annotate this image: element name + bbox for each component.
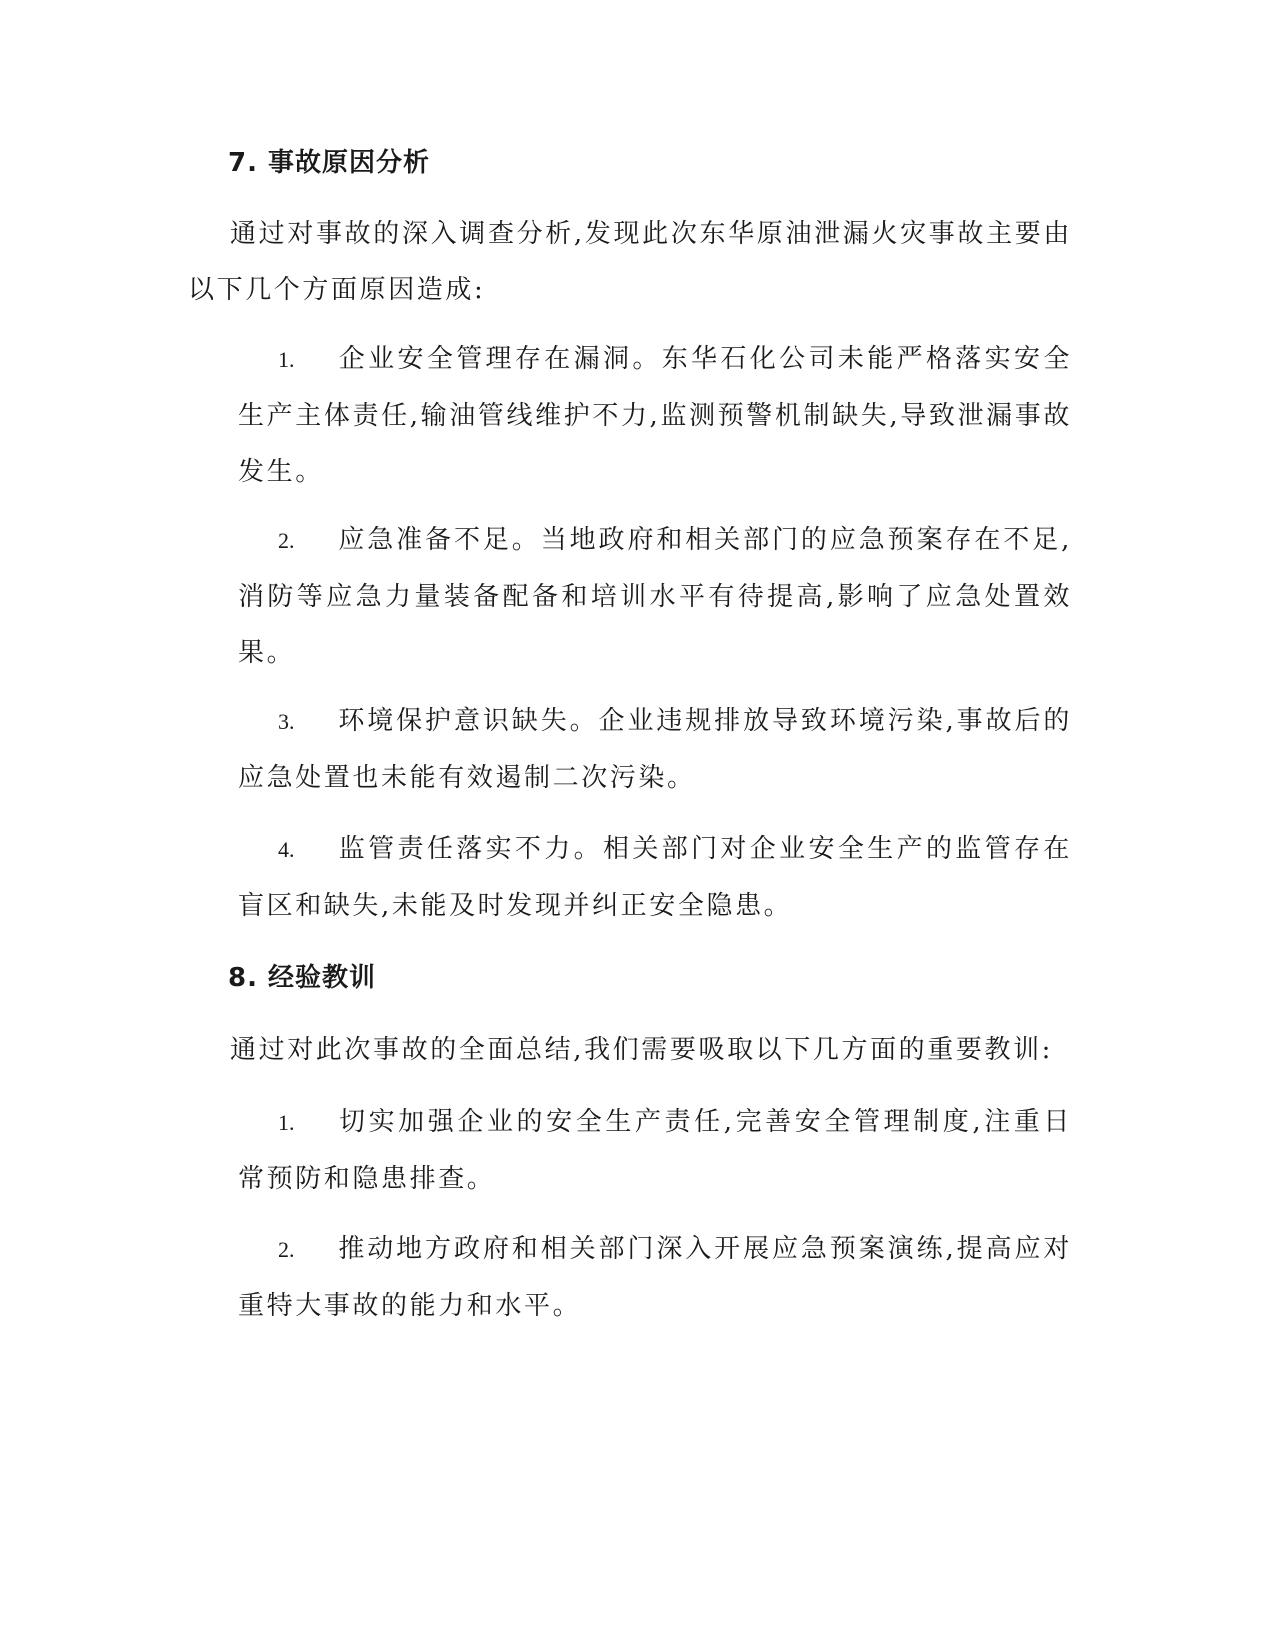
section-7-intro: 通过对事故的深入调查分析,发现此次东华原油泄漏火灾事故主要由以下几个方面原因造成: <box>188 219 1072 305</box>
section-8-item-2 <box>238 1221 1072 1334</box>
item-number: 2. <box>278 1237 295 1262</box>
item-number: 3. <box>278 709 295 734</box>
item-number: 4. <box>278 837 295 862</box>
section-7-item-1 <box>238 331 1072 500</box>
item-text: 推动地方政府和相关部门深入开展应急预案演练,提高应对重特大事故的能力和水平。 <box>238 1234 1072 1321</box>
section-8-intro: 通过对此次事故的全面总结,我们需要吸取以下几方面的重要教训: <box>230 1035 1054 1065</box>
item-number: 2. <box>278 528 295 553</box>
item-text: 切实加强企业的安全生产责任,完善安全管理制度,注重日常预防和隐患排查。 <box>238 1107 1072 1194</box>
item-number: 1. <box>278 347 295 372</box>
item-number: 1. <box>278 1110 295 1135</box>
section-8-item-1 <box>238 1094 1072 1207</box>
section-7-heading: 7. 事故原因分析 <box>228 148 431 178</box>
section-7-item-4 <box>238 821 1072 934</box>
item-text: 监管责任落实不力。相关部门对企业安全生产的监管存在盲区和缺失,未能及时发现并纠正安全隐患。 <box>238 834 1072 921</box>
item-text: 企业安全管理存在漏洞。东华石化公司未能严格落实安全生产主体责任,输油管线维护不力,监测预警机制缺失,导致泄漏事故发生。 <box>238 344 1072 487</box>
item-text: 环境保护意识缺失。企业违规排放导致环境污染,事故后的应急处置也未能有效遏制二次污染。 <box>238 706 1072 793</box>
section-7-item-2 <box>238 512 1072 681</box>
item-text: 应急准备不足。当地政府和相关部门的应急预案存在不足,消防等应急力量装备配备和培训水平有待提高,影响了应急处置效果。 <box>238 525 1072 668</box>
section-7-item-3 <box>238 693 1072 806</box>
section-8-heading: 8. 经验教训 <box>228 963 377 993</box>
